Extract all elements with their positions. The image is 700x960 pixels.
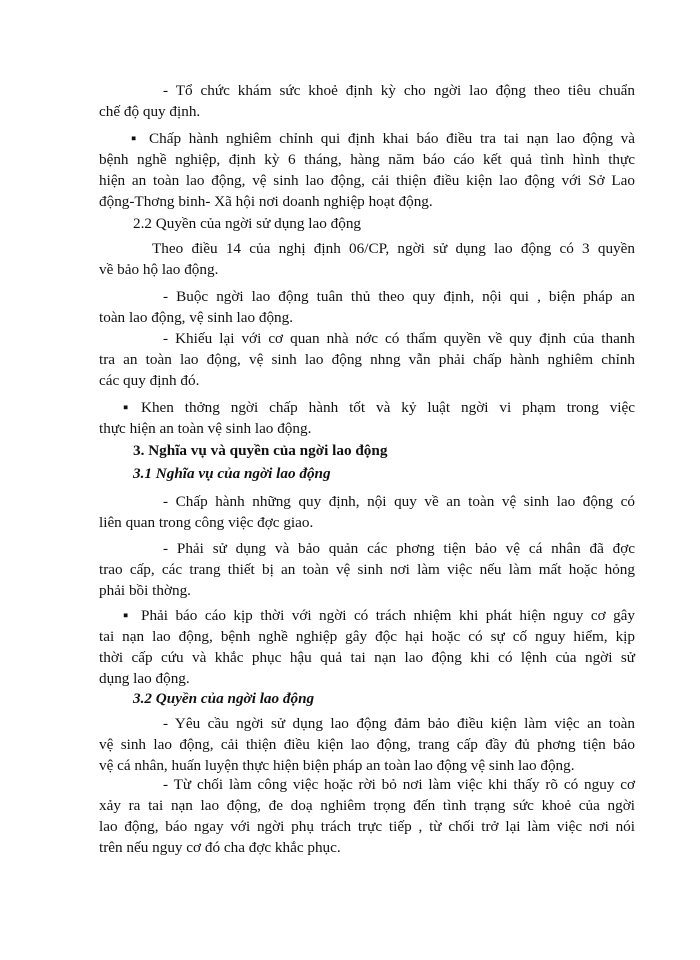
text-line: liên quan trong công việc đợc giao. <box>99 514 314 531</box>
text-line: trên nếu nguy cơ đó cha đợc khắc phục. <box>99 839 341 856</box>
section-heading-3 <box>99 440 635 461</box>
text-line-content: Phải báo cáo kịp thời với ngời có trách nhiệm khi phát hiện nguy cơ gây <box>141 607 635 624</box>
text-line: thời cấp cứu và khắc phục hậu quả tai nạn lao động khi có lệnh của ngời sử <box>99 649 635 666</box>
text-line: - Từ chối làm công việc hoặc rời bỏ nơi làm việc khi thấy rõ có nguy cơ <box>163 776 635 793</box>
text-line: trao cấp, các trang thiết bị an toàn vệ sinh nơi làm việc nếu làm mất hoặc hỏng <box>99 561 635 578</box>
text-line-content: Khen thởng ngời chấp hành tốt và kỷ luật ngời vi phạm trong việc <box>141 399 635 416</box>
text-line: hiện an toàn lao động, vệ sinh lao động, cải thiện điều kiện lao động với Sở Lao <box>99 172 635 189</box>
paragraph-employer-rights-intro <box>99 238 635 280</box>
text-line: phải bồi thờng. <box>99 582 191 599</box>
paragraph-right-reward <box>99 397 635 439</box>
paragraph-right-complain <box>99 328 635 391</box>
section-heading-2-2 <box>99 213 635 234</box>
text-line: thực hiện an toàn vệ sinh lao động. <box>99 420 312 437</box>
heading-text: 2.2 Quyền của ngời sử dụng lao động <box>133 215 362 232</box>
bullet-mark: ▪ <box>123 399 129 416</box>
text-line: về bảo hộ lao động. <box>99 261 219 278</box>
text-line: - Yêu cầu ngời sử dụng lao động đảm bảo điều kiện làm việc an toàn <box>163 715 635 732</box>
heading-text: 3.1 Nghĩa vụ của ngời lao động <box>133 465 331 482</box>
text-line <box>99 397 635 418</box>
text-line-content: Chấp hành nghiêm chỉnh qui định khai báo điều tra tai nạn lao động và <box>149 130 635 147</box>
text-line: vệ cá nhân, huấn luyện thực hiện biện pháp an toàn lao động vệ sinh lao động. <box>99 757 575 774</box>
paragraph-right-refuse <box>99 774 635 858</box>
paragraph-duty-comply <box>99 491 635 533</box>
text-line: tai nạn lao động, bệnh nghề nghiệp gây độc hại hoặc có sự cố nguy hiểm, kịp <box>99 628 635 645</box>
paragraph-right-request <box>99 713 635 776</box>
section-heading-3-1 <box>99 463 635 484</box>
paragraph-health-check <box>99 80 635 122</box>
text-line <box>99 128 635 149</box>
text-line <box>99 605 635 626</box>
text-line: vệ sinh lao động, cải thiện điều kiện lao động, trang cấp đầy đủ phơng tiện bảo <box>99 736 635 753</box>
text-line: tra an toàn lao động, vệ sinh lao động nhng vẫn phải chấp hành nghiêm chỉnh <box>99 351 635 368</box>
heading-text: 3.2 Quyền của ngời lao động <box>133 690 315 707</box>
paragraph-right-compel <box>99 286 635 328</box>
text-line: toàn lao động, vệ sinh lao động. <box>99 309 294 326</box>
text-line: - Chấp hành những quy định, nội quy về an toàn vệ sinh lao động có <box>163 493 635 510</box>
bullet-mark: ▪ <box>123 607 129 624</box>
text-line: lao động, báo ngay với ngời phụ trách trực tiếp , từ chối trở lại làm việc nơi nói <box>99 818 635 835</box>
text-line: Theo điều 14 của nghị định 06/CP, ngời sử dụng lao động có 3 quyền <box>152 240 635 257</box>
text-line: - Khiếu lại với cơ quan nhà nớc có thẩm quyền về quy định của thanh <box>163 330 635 347</box>
bullet-mark: ▪ <box>131 130 137 147</box>
paragraph-accident-reporting <box>99 128 635 212</box>
text-line: chế độ quy định. <box>99 103 201 120</box>
heading-text: 3. Nghĩa vụ và quyền của ngời lao động <box>133 442 388 459</box>
text-line: - Phải sử dụng và bảo quản các phơng tiện bảo vệ cá nhân đã đợc <box>163 540 635 557</box>
text-line: xảy ra tai nạn lao động, đe doạ nghiêm trọng đến tình trạng sức khoẻ của ngời <box>99 797 635 814</box>
text-line: - Buộc ngời lao động tuân thủ theo quy định, nội qui , biện pháp an <box>163 288 635 305</box>
paragraph-duty-equipment <box>99 538 635 601</box>
text-line: động-Thơng binh- Xã hội nơi doanh nghiệp hoạt động. <box>99 193 433 210</box>
text-line: bệnh nghề nghiệp, định kỳ 6 tháng, hàng năm báo cáo kết quả tình hình thực <box>99 151 635 168</box>
section-heading-3-2 <box>99 688 635 709</box>
text-line: các quy định đó. <box>99 372 200 389</box>
text-line: dụng lao động. <box>99 670 190 687</box>
text-line: - Tổ chức khám sức khoẻ định kỳ cho ngời lao động theo tiêu chuẩn <box>163 82 635 99</box>
paragraph-duty-report <box>99 605 635 689</box>
